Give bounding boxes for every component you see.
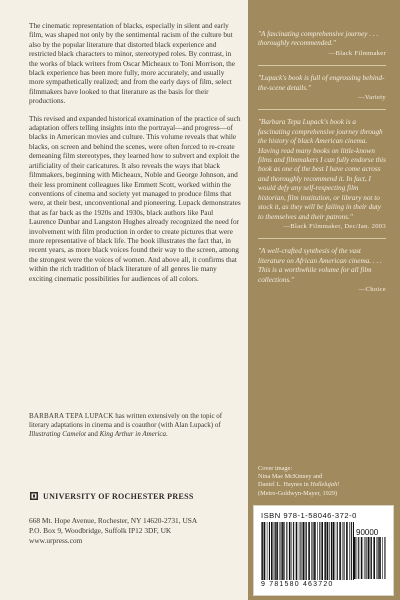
cover-image-caption: (Metro-Goldwyn-Mayer, 1929) [258, 489, 338, 497]
divider [258, 65, 386, 66]
divider [258, 238, 386, 239]
address-line: P.O. Box 9, Woodbridge, Suffolk IP12 3DF, UK [29, 526, 172, 535]
publisher-address [29, 516, 241, 546]
divider [258, 109, 386, 110]
review-quote [258, 247, 386, 294]
publisher-website: www.urpress.com [29, 536, 83, 545]
book-title: Illustrating Camelot [29, 430, 86, 438]
cover-image-label: Cover image: [258, 465, 293, 472]
cover-image-caption: Nina Mae McKinney and [258, 473, 323, 481]
author-name: BARBARA TEPA LUPACK [29, 412, 114, 420]
review-quote [258, 74, 386, 102]
barcode-box [253, 505, 394, 596]
cover-image-caption [258, 481, 390, 489]
quote-text: "A fascinating comprehensive journey . . . thoroughly recommended." [258, 30, 379, 48]
review-quotes [258, 30, 386, 301]
quote-source: —Black Filmmaker, Dec/Jan. 2003 [283, 222, 386, 230]
quote-text: "Barbara Tepa Lupack's book is a fascinating comprehensive journey through the history of black American cinema. Having read many books on little-known films and filmmakers I can fully endorse this book as one of the best I have come across and thoroughly recommend it. In fact, I would defy any self-respecting film historian, film institution, or library not to stock it, as they will be failing in their duty to themselves and their patrons." [258, 118, 386, 221]
quote-text: "A well-crafted synthesis of the vast literature on African American cinema. . . . This is a worthwhile volume for all film collections." [258, 247, 382, 284]
quote-source: —Black Filmmaker [328, 49, 386, 57]
author-bio-text: has written extensively on the topic of literary adaptations in cinema and is coauthor (with Alan Lupack) of [29, 412, 223, 429]
publisher-logo [29, 491, 241, 501]
address-line: 668 Mt. Hope Avenue, Rochester, NY 14620-2731, USA [29, 516, 198, 525]
body-copy [29, 21, 241, 291]
author-bio-text: . [166, 430, 168, 438]
publisher-name: UNIVERSITY OF ROCHESTER PRESS [43, 491, 194, 501]
caption-text: Daniel L. Haynes in [258, 481, 311, 489]
review-quote [258, 118, 386, 231]
quote-text: "Lupack's book is full of engrossing behind-the-scene details." [258, 74, 385, 92]
university-seal-icon [29, 491, 39, 501]
review-quote [258, 30, 386, 58]
author-bio [29, 412, 241, 439]
body-paragraph: This revised and expanded historical examination of the practice of such adaptation offers telling insights into the portrayal—and progress—of blacks in American movies and culture. This volume reveals that while blacks, on screen and behind the scenes, were often forced to re-create demeaning film stereotypes, they learned how to subvert and exploit the artificiality of their caricatures. It also reveals the ways that black filmmakers, beginning with Micheaux, Noble and George Johnson, and their less prominent colleagues like Emmett Scott, worked within the conventions of cinema and society yet managed to produce films that were, at their best, unconventional and pioneering. Lupack demonstrates that as far back as the 1920s and 1930s, black authors like Paul Laurence Dunbar and Langston Hughes already recognized the need for involvement with film production in order to create pictures that were more representative of black life. The book illustrates the fact that, in recent years, as more black voices found their way to the screen, among the strongest were the voices of women. And above all, it confirms that within the rich tradition of black literature of all genres lie many exciting cinematic possibilities for audiences of all colors. [29, 113, 241, 283]
barcode-icon [261, 522, 354, 580]
book-title: King Arthur in America [99, 430, 167, 438]
quote-source: —Choice [358, 285, 386, 293]
price-barcode-icon [354, 537, 386, 579]
body-paragraph: The cinematic representation of blacks, especially in silent and early film, was shaped not only by the sentimental racism of the culture but also by the popular literature that distorted black experience and restricted black characters to minor, stereotyped roles. By contrast, in the works of black writers from Oscar Micheaux to Toni Morrison, the black experience has been more fully, more accurately, and usually more sympathetically realized; and from the early days of film, select filmmakers have looked to that literature as the basis for their productions. [29, 21, 236, 106]
price-code: 90000 [356, 528, 379, 537]
film-title: Hallelujah! [310, 481, 340, 489]
quote-source: —Variety [357, 94, 386, 102]
isbn-label: ISBN 978-1-58046-372-0 [261, 511, 357, 520]
author-bio-text: and [85, 430, 100, 438]
cover-image-credit [258, 465, 390, 498]
ean-digits: 9 781580 463720 [261, 581, 334, 588]
